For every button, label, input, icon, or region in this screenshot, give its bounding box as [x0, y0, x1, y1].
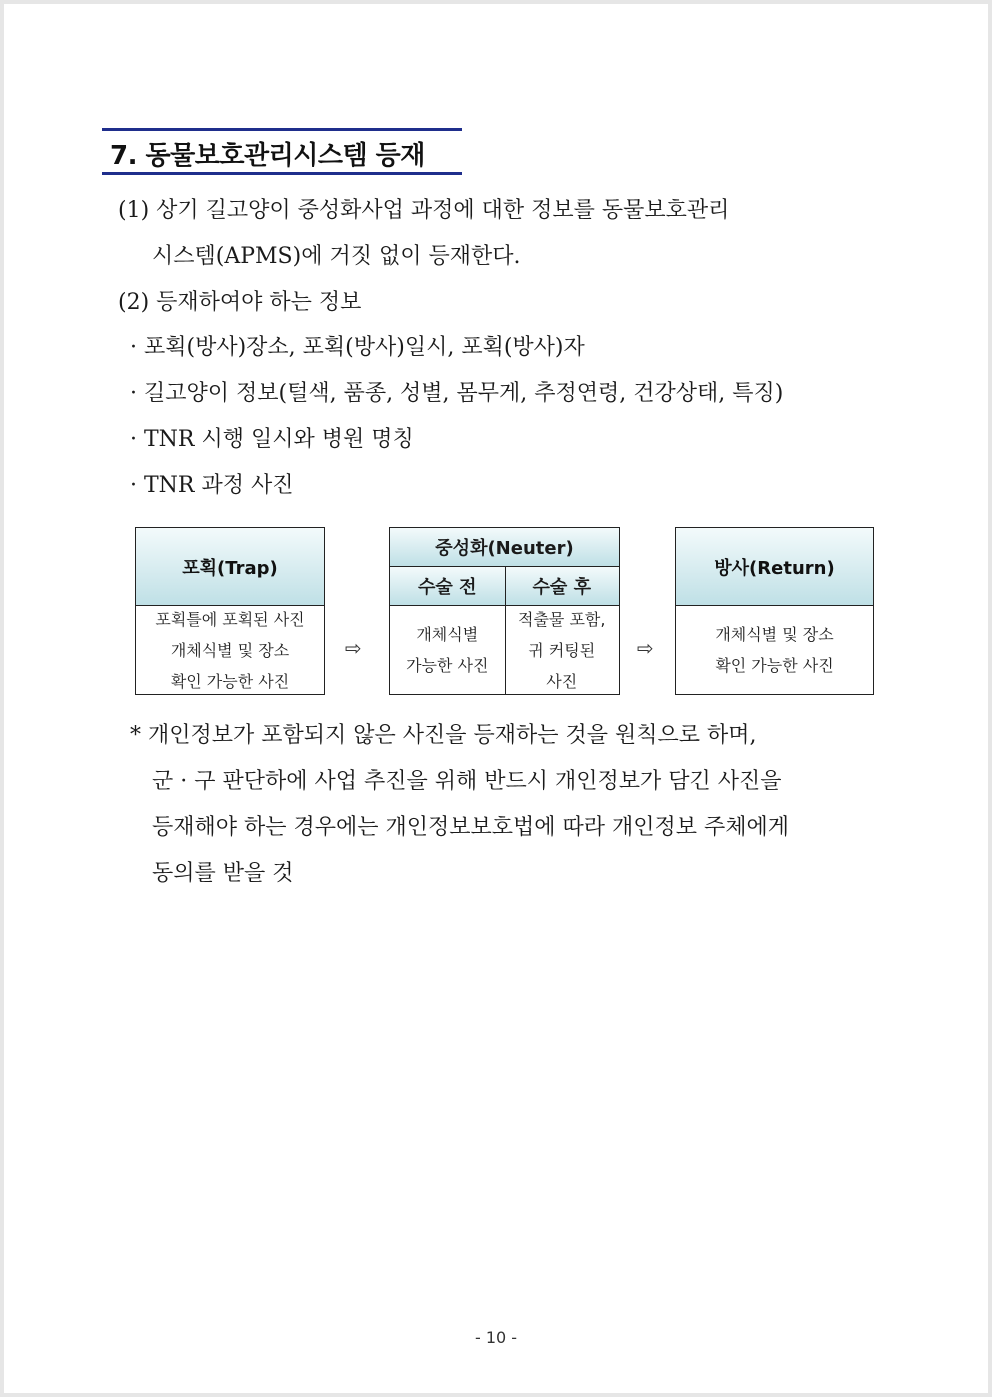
note-line3: 등재해야 하는 경우에는 개인정보보호법에 따라 개인정보 주체에게 [152, 815, 790, 840]
heading-bottom-rule [102, 172, 462, 175]
para1-line2: 시스템(APMS)에 거짓 없이 등재한다. [152, 244, 521, 269]
note-line2: 군 · 구 판단하에 사업 추진을 위해 반드시 개인정보가 담긴 사진을 [152, 769, 782, 794]
bullet-item: · TNR 과정 사진 [130, 473, 294, 498]
return-line: 확인 가능한 사진 [715, 656, 834, 675]
arrow-right-icon: ⇨ [637, 636, 654, 660]
return-line: 개체식별 및 장소 [715, 625, 834, 644]
before-surgery-header: 수술 전 [390, 567, 505, 606]
before-line: 가능한 사진 [406, 656, 489, 675]
note-line4: 동의를 받을 것 [152, 861, 294, 886]
section-heading [102, 128, 462, 176]
before-line: 개체식별 [416, 625, 479, 644]
trap-line: 개체식별 및 장소 [170, 640, 290, 660]
trap-line: 확인 가능한 사진 [170, 671, 290, 691]
bullet-item: · 길고양이 정보(털색, 품종, 성별, 몸무게, 추정연령, 건강상태, 특징) [130, 381, 784, 406]
note-line1: * 개인정보가 포함되지 않은 사진을 등재하는 것을 원칙으로 하며, [130, 723, 757, 748]
neuter-box [389, 527, 620, 695]
bullet-item: · TNR 시행 일시와 병원 명칭 [130, 427, 414, 452]
return-box [675, 527, 874, 695]
tnr-process-diagram [135, 527, 875, 695]
heading-top-rule [102, 128, 462, 131]
after-line: 사진 [546, 671, 578, 691]
after-surgery-header: 수술 후 [505, 567, 620, 606]
trap-line: 포획틀에 포획된 사진 [155, 609, 305, 629]
after-line: 적출물 포함, [518, 609, 606, 629]
after-line: 귀 커팅된 [528, 640, 596, 660]
neuter-title: 중성화(Neuter) [390, 528, 619, 567]
page-number: - 10 - [474, 1328, 518, 1347]
para1-line1: (1) 상기 길고양이 중성화사업 과정에 대한 정보를 동물보호관리 [118, 198, 730, 223]
trap-description [136, 606, 324, 694]
trap-title: 포획(Trap) [136, 528, 324, 606]
section-title: 7. 동물보호관리시스템 등재 [110, 141, 425, 171]
trap-box [135, 527, 325, 695]
arrow-right-icon: ⇨ [345, 636, 362, 660]
return-title: 방사(Return) [676, 528, 873, 606]
before-surgery-description [390, 606, 505, 694]
bullet-item: · 포획(방사)장소, 포획(방사)일시, 포획(방사)자 [130, 335, 585, 360]
return-description [676, 606, 873, 694]
after-surgery-description [505, 606, 620, 694]
para2-line1: (2) 등재하여야 하는 정보 [118, 290, 362, 315]
